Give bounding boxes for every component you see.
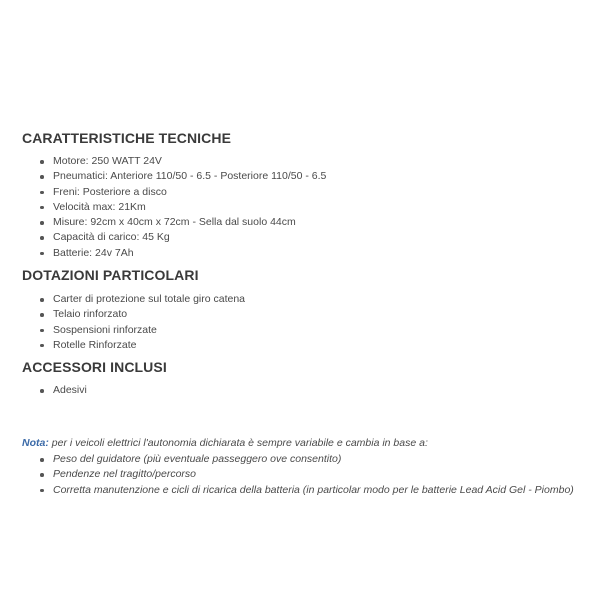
list-item: Motore: 250 WATT 24V xyxy=(37,154,326,169)
list-item: Sospensioni rinforzate xyxy=(37,323,245,338)
section-title-dotazioni: DOTAZIONI PARTICOLARI xyxy=(22,267,199,283)
list-item: Capacità di carico: 45 Kg xyxy=(37,230,326,245)
note-paragraph xyxy=(22,437,428,449)
list-item: Misure: 92cm x 40cm x 72cm - Sella dal suolo 44cm xyxy=(37,215,326,230)
accessori-list xyxy=(37,383,87,398)
list-item: Velocità max: 21Km xyxy=(37,200,326,215)
list-item: Rotelle Rinforzate xyxy=(37,338,245,353)
list-item: Batterie: 24v 7Ah xyxy=(37,246,326,261)
list-item: Pendenze nel tragitto/percorso xyxy=(37,467,574,482)
list-item: Peso del guidatore (più eventuale passeggero ove consentito) xyxy=(37,452,574,467)
note-list xyxy=(37,452,574,498)
dotazioni-list xyxy=(37,292,245,353)
caratteristiche-list xyxy=(37,154,326,261)
section-title-caratteristiche: CARATTERISTICHE TECNICHE xyxy=(22,130,232,146)
section-title-accessori: ACCESSORI INCLUSI xyxy=(22,359,167,375)
list-item: Telaio rinforzato xyxy=(37,307,245,322)
list-item: Carter di protezione sul totale giro catena xyxy=(37,292,245,307)
list-item: Corretta manutenzione e cicli di ricarica della batteria (in particolar modo per le batterie Lead Acid Gel - Piombo) xyxy=(37,483,574,498)
note-label: Nota: xyxy=(22,437,49,449)
list-item: Pneumatici: Anteriore 110/50 - 6.5 - Posteriore 110/50 - 6.5 xyxy=(37,169,326,184)
list-item: Adesivi xyxy=(37,383,87,398)
list-item: Freni: Posteriore a disco xyxy=(37,185,326,200)
note-text: per i veicoli elettrici l'autonomia dichiarata è sempre variabile e cambia in base a: xyxy=(51,437,428,449)
